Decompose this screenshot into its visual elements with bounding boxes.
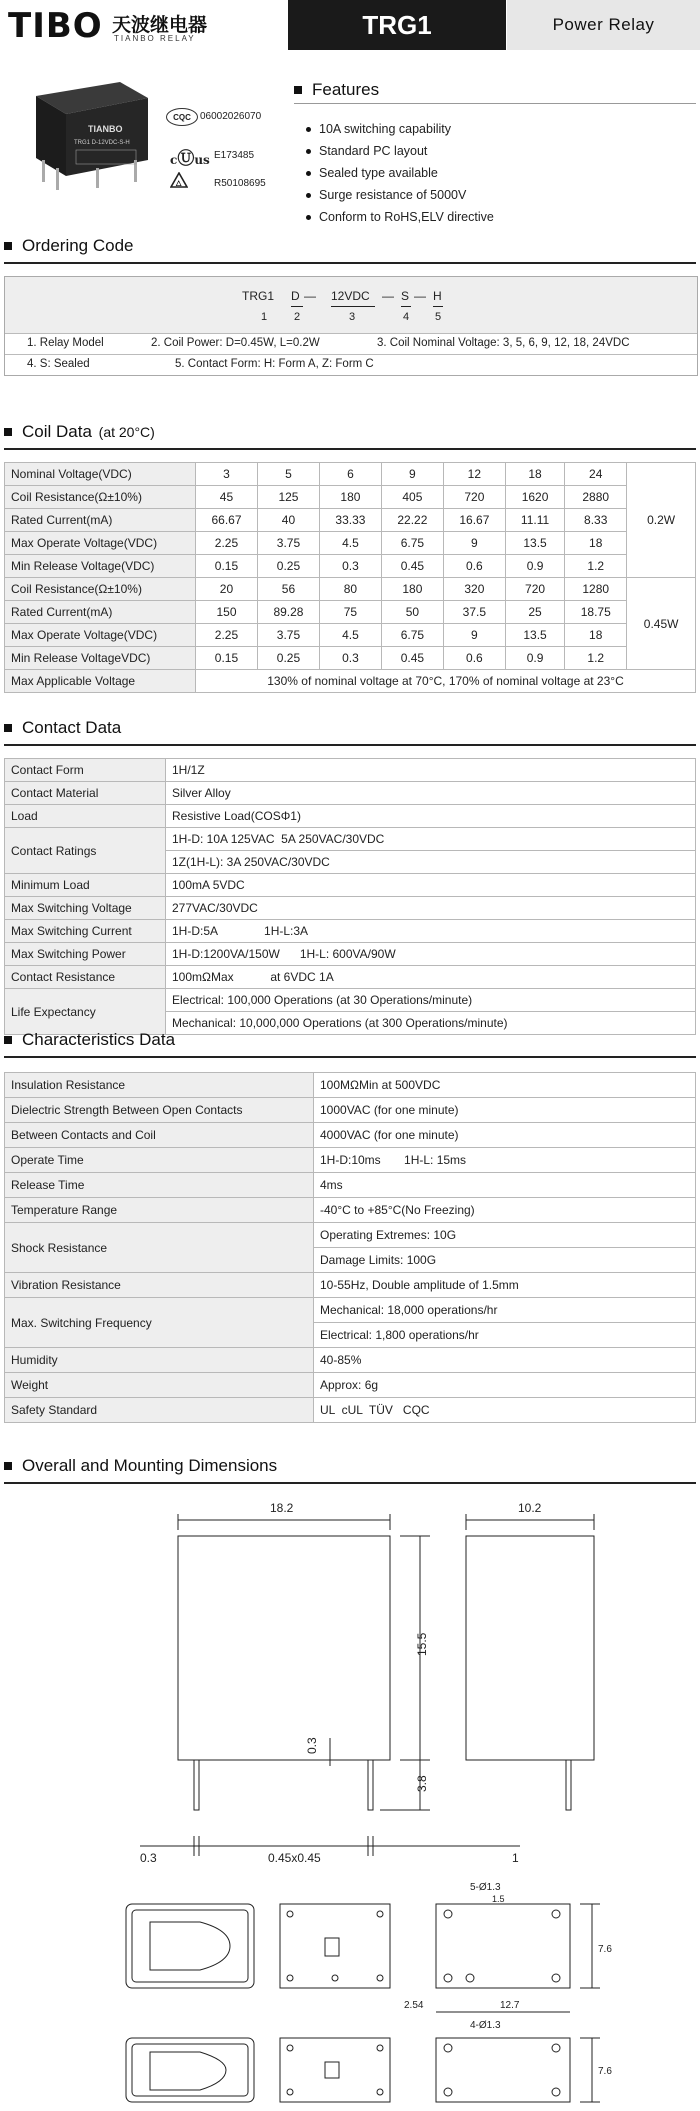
char-value: UL cUL TÜV CQC bbox=[314, 1398, 696, 1423]
coil-row-label: Rated Current(mA) bbox=[5, 509, 196, 532]
coil-cell: 56 bbox=[257, 578, 319, 601]
coil-cell: 3 bbox=[196, 463, 258, 486]
char-label: Between Contacts and Coil bbox=[5, 1123, 314, 1148]
coil-cell: 1280 bbox=[565, 578, 627, 601]
contact-value: 1H-D: 10A 125VAC 5A 250VAC/30VDC bbox=[166, 828, 696, 851]
order-code-sealed: S bbox=[401, 289, 410, 303]
contact-value: 1H-D:5A 1H-L:3A bbox=[166, 920, 696, 943]
contact-value: 277VAC/30VDC bbox=[166, 897, 696, 920]
characteristics-divider bbox=[4, 1056, 696, 1058]
char-row bbox=[5, 1348, 696, 1373]
coil-cell: 40 bbox=[257, 509, 319, 532]
coil-data-table bbox=[4, 462, 696, 693]
coil-cell: 9 bbox=[443, 624, 505, 647]
char-value: Damage Limits: 100G bbox=[314, 1248, 696, 1273]
dim-height: 15.5 bbox=[415, 1632, 429, 1656]
features-list bbox=[306, 118, 494, 228]
char-label: Shock Resistance bbox=[5, 1223, 314, 1273]
ordering-code-box bbox=[4, 276, 698, 376]
dim-width: 18.2 bbox=[270, 1501, 294, 1515]
coil-cell: 13.5 bbox=[505, 532, 564, 555]
char-row bbox=[5, 1073, 696, 1098]
contact-row bbox=[5, 828, 696, 851]
coil-cell: 3.75 bbox=[257, 532, 319, 555]
contact-label: Contact Form bbox=[5, 759, 166, 782]
coil-cell: 150 bbox=[196, 601, 258, 624]
char-value: 4ms bbox=[314, 1173, 696, 1198]
coil-cell: 2.25 bbox=[196, 624, 258, 647]
coil-cell: 180 bbox=[319, 486, 381, 509]
coil-row bbox=[5, 624, 696, 647]
coil-divider bbox=[4, 448, 696, 450]
char-row bbox=[5, 1123, 696, 1148]
order-code-power: D bbox=[291, 289, 300, 303]
dimensions-heading: Overall and Mounting Dimensions bbox=[4, 1456, 277, 1476]
feature-item: Standard PC layout bbox=[306, 140, 494, 162]
relay-brand-print: TIANBO bbox=[88, 124, 123, 134]
coil-cell: 37.5 bbox=[443, 601, 505, 624]
order-desc-4: 4. S: Sealed bbox=[27, 358, 90, 370]
contact-row bbox=[5, 874, 696, 897]
char-value: 4000VAC (for one minute) bbox=[314, 1123, 696, 1148]
order-code-dash: — bbox=[304, 289, 316, 303]
char-value: Electrical: 1,800 operations/hr bbox=[314, 1323, 696, 1348]
characteristics-table bbox=[4, 1072, 696, 1423]
coil-row bbox=[5, 578, 696, 601]
contact-row bbox=[5, 805, 696, 828]
coil-cell: 18 bbox=[565, 624, 627, 647]
order-desc-2: 2. Coil Power: D=0.45W, L=0.2W bbox=[151, 337, 320, 349]
dim-pin-length: 3.8 bbox=[415, 1775, 429, 1792]
features-divider bbox=[294, 103, 696, 104]
order-desc-5: 5. Contact Form: H: Form A, Z: Form C bbox=[175, 358, 374, 370]
order-num: 5 bbox=[435, 311, 442, 323]
characteristics-heading: Characteristics Data bbox=[4, 1030, 175, 1050]
coil-cell: 0.9 bbox=[505, 555, 564, 578]
coil-cell: 0.25 bbox=[257, 647, 319, 670]
contact-value: 1H-D:1200VA/150W 1H-L: 600VA/90W bbox=[166, 943, 696, 966]
contact-value: 100mA 5VDC bbox=[166, 874, 696, 897]
coil-max-label: Max Applicable Voltage bbox=[5, 670, 196, 693]
coil-max-value: 130% of nominal voltage at 70°C, 170% of nominal voltage at 23°C bbox=[196, 670, 696, 693]
coil-cell: 0.45 bbox=[381, 555, 443, 578]
contact-value: Resistive Load(COSΦ1) bbox=[166, 805, 696, 828]
coil-cell: 0.3 bbox=[319, 555, 381, 578]
coil-cell: 75 bbox=[319, 601, 381, 624]
char-row bbox=[5, 1373, 696, 1398]
feature-item: Sealed type available bbox=[306, 162, 494, 184]
coil-cell: 24 bbox=[565, 463, 627, 486]
coil-row bbox=[5, 647, 696, 670]
dim-row-gap: 7.6 bbox=[598, 1944, 612, 1955]
coil-cell: 0.6 bbox=[443, 647, 505, 670]
char-row bbox=[5, 1098, 696, 1123]
coil-cell: 5 bbox=[257, 463, 319, 486]
coil-cell: 50 bbox=[381, 601, 443, 624]
ul-mark-icon: cⓊus bbox=[170, 149, 210, 169]
contact-value: 1Z(1H-L): 3A 250VAC/30VDC bbox=[166, 851, 696, 874]
coil-cell: 6.75 bbox=[381, 532, 443, 555]
char-value: Mechanical: 18,000 operations/hr bbox=[314, 1298, 696, 1323]
order-code-dash: — bbox=[382, 289, 394, 303]
coil-data-heading: Coil Data (at 20°C) bbox=[4, 422, 155, 442]
coil-cell: 45 bbox=[196, 486, 258, 509]
coil-cell: 18 bbox=[565, 532, 627, 555]
coil-cell: 405 bbox=[381, 486, 443, 509]
order-code-model: TRG1 bbox=[242, 289, 275, 303]
order-desc-1: 1. Relay Model bbox=[27, 337, 104, 349]
coil-cell: 320 bbox=[443, 578, 505, 601]
char-label: Weight bbox=[5, 1373, 314, 1398]
coil-row-label: Max Operate Voltage(VDC) bbox=[5, 624, 196, 647]
relay-product-image bbox=[26, 72, 158, 194]
dim-holes-sub: 1.5 bbox=[492, 1894, 505, 1904]
contact-row bbox=[5, 943, 696, 966]
coil-cell: 0.45 bbox=[381, 647, 443, 670]
brand-english-name: TIANBO RELAY bbox=[114, 34, 196, 43]
coil-cell: 2880 bbox=[565, 486, 627, 509]
char-row bbox=[5, 1298, 696, 1323]
coil-cell: 6.75 bbox=[381, 624, 443, 647]
dim-pin-side: 1 bbox=[512, 1851, 519, 1865]
coil-row bbox=[5, 486, 696, 509]
coil-cell: 25 bbox=[505, 601, 564, 624]
contact-value: Electrical: 100,000 Operations (at 30 Operations/minute) bbox=[166, 989, 696, 1012]
coil-cell: 11.11 bbox=[505, 509, 564, 532]
coil-power: 0.2W bbox=[627, 463, 696, 578]
dim-holes-4: 4-Ø1.3 bbox=[470, 2020, 501, 2031]
dimension-drawings bbox=[0, 1490, 700, 2111]
coil-row-label: Min Release Voltage(VDC) bbox=[5, 555, 196, 578]
coil-cell: 16.67 bbox=[443, 509, 505, 532]
coil-row-label: Coil Resistance(Ω±10%) bbox=[5, 486, 196, 509]
coil-cell: 18 bbox=[505, 463, 564, 486]
char-value: 1000VAC (for one minute) bbox=[314, 1098, 696, 1123]
coil-cell: 720 bbox=[505, 578, 564, 601]
char-value: 40-85% bbox=[314, 1348, 696, 1373]
char-row bbox=[5, 1273, 696, 1298]
coil-cell: 4.5 bbox=[319, 532, 381, 555]
char-value: Approx: 6g bbox=[314, 1373, 696, 1398]
feature-item: Surge resistance of 5000V bbox=[306, 184, 494, 206]
dim-pin-size: 0.45x0.45 bbox=[268, 1851, 321, 1865]
contact-label: Load bbox=[5, 805, 166, 828]
contact-label: Max Switching Power bbox=[5, 943, 166, 966]
coil-cell: 0.15 bbox=[196, 647, 258, 670]
coil-row-label: Max Operate Voltage(VDC) bbox=[5, 532, 196, 555]
coil-cell: 125 bbox=[257, 486, 319, 509]
coil-cell: 89.28 bbox=[257, 601, 319, 624]
coil-cell: 2.25 bbox=[196, 532, 258, 555]
order-desc-3: 3. Coil Nominal Voltage: 3, 5, 6, 9, 12, 18, 24VDC bbox=[377, 337, 630, 349]
char-value: Operating Extremes: 10G bbox=[314, 1223, 696, 1248]
char-value: 10-55Hz, Double amplitude of 1.5mm bbox=[314, 1273, 696, 1298]
tuv-cert-number: R50108695 bbox=[214, 178, 266, 189]
char-row bbox=[5, 1398, 696, 1423]
coil-cell: 720 bbox=[443, 486, 505, 509]
coil-max-row bbox=[5, 670, 696, 693]
char-label: Release Time bbox=[5, 1173, 314, 1198]
coil-cell: 33.33 bbox=[319, 509, 381, 532]
coil-cell: 0.9 bbox=[505, 647, 564, 670]
coil-cell: 180 bbox=[381, 578, 443, 601]
contact-value: 1H/1Z bbox=[166, 759, 696, 782]
char-row bbox=[5, 1173, 696, 1198]
char-label: Dielectric Strength Between Open Contacts bbox=[5, 1098, 314, 1123]
coil-power: 0.45W bbox=[627, 578, 696, 670]
contact-label: Life Expectancy bbox=[5, 989, 166, 1035]
coil-cell: 9 bbox=[443, 532, 505, 555]
dim-depth: 10.2 bbox=[518, 1501, 542, 1515]
contact-label: Max Switching Voltage bbox=[5, 897, 166, 920]
order-code-form: H bbox=[433, 289, 442, 303]
document-title: Power Relay bbox=[507, 0, 700, 50]
char-value: 1H-D:10ms 1H-L: 15ms bbox=[314, 1148, 696, 1173]
contact-label: Contact Resistance bbox=[5, 966, 166, 989]
brand-logo: TIBO bbox=[8, 6, 103, 46]
coil-cell: 22.22 bbox=[381, 509, 443, 532]
coil-cell: 1.2 bbox=[565, 555, 627, 578]
char-label: Humidity bbox=[5, 1348, 314, 1373]
contact-label: Max Switching Current bbox=[5, 920, 166, 943]
coil-row-label: Nominal Voltage(VDC) bbox=[5, 463, 196, 486]
feature-item: Conform to RoHS,ELV directive bbox=[306, 206, 494, 228]
dimensions-divider bbox=[4, 1482, 696, 1484]
ul-cert-number: E173485 bbox=[214, 150, 255, 161]
order-code-voltage: 12VDC bbox=[331, 289, 370, 303]
coil-cell: 0.25 bbox=[257, 555, 319, 578]
order-code-dash: — bbox=[414, 289, 426, 303]
contact-label: Contact Material bbox=[5, 782, 166, 805]
order-num: 4 bbox=[403, 311, 410, 323]
coil-row-label: Rated Current(mA) bbox=[5, 601, 196, 624]
contact-label: Minimum Load bbox=[5, 874, 166, 897]
coil-cell: 6 bbox=[319, 463, 381, 486]
model-title: TRG1 bbox=[288, 0, 506, 50]
coil-cell: 3.75 bbox=[257, 624, 319, 647]
coil-cell: 0.15 bbox=[196, 555, 258, 578]
svg-text:△: △ bbox=[176, 180, 182, 187]
tuv-mark-icon bbox=[170, 172, 188, 193]
order-num: 3 bbox=[349, 311, 356, 323]
cqc-cert-number: 06002026070 bbox=[200, 111, 262, 122]
coil-row bbox=[5, 532, 696, 555]
contact-value: 100mΩMax at 6VDC 1A bbox=[166, 966, 696, 989]
coil-cell: 0.6 bbox=[443, 555, 505, 578]
coil-row bbox=[5, 463, 696, 486]
coil-row-label: Min Release VoltageVDC) bbox=[5, 647, 196, 670]
char-label: Vibration Resistance bbox=[5, 1273, 314, 1298]
coil-cell: 1620 bbox=[505, 486, 564, 509]
dim-holes-5: 5-Ø1.3 bbox=[470, 1882, 501, 1893]
coil-cell: 66.67 bbox=[196, 509, 258, 532]
coil-row-label: Coil Resistance(Ω±10%) bbox=[5, 578, 196, 601]
char-row bbox=[5, 1148, 696, 1173]
contact-value: Silver Alloy bbox=[166, 782, 696, 805]
cqc-mark-icon: CQC bbox=[166, 108, 198, 126]
dim-pin-offset: 0.3 bbox=[140, 1851, 157, 1865]
char-label: Max. Switching Frequency bbox=[5, 1298, 314, 1348]
dim-row-gap-2: 7.6 bbox=[598, 2066, 612, 2077]
order-num: 2 bbox=[294, 311, 301, 323]
coil-row bbox=[5, 555, 696, 578]
contact-row bbox=[5, 920, 696, 943]
ordering-divider bbox=[4, 262, 696, 264]
coil-cell: 20 bbox=[196, 578, 258, 601]
brand-chinese-name: 天波继电器 bbox=[112, 14, 208, 36]
relay-part-print: TRG1 D-12VDC-S-H bbox=[74, 140, 130, 146]
contact-data-table bbox=[4, 758, 696, 1035]
contact-label: Contact Ratings bbox=[5, 828, 166, 874]
char-label: Operate Time bbox=[5, 1148, 314, 1173]
order-num: 1 bbox=[261, 311, 268, 323]
coil-cell: 18.75 bbox=[565, 601, 627, 624]
contact-data-heading: Contact Data bbox=[4, 718, 121, 738]
coil-cell: 13.5 bbox=[505, 624, 564, 647]
coil-cell: 4.5 bbox=[319, 624, 381, 647]
char-value: -40°C to +85°C(No Freezing) bbox=[314, 1198, 696, 1223]
dim-gap: 0.3 bbox=[305, 1737, 319, 1754]
char-value: 100MΩMin at 500VDC bbox=[314, 1073, 696, 1098]
coil-cell: 9 bbox=[381, 463, 443, 486]
coil-cell: 12 bbox=[443, 463, 505, 486]
coil-cell: 1.2 bbox=[565, 647, 627, 670]
contact-row bbox=[5, 759, 696, 782]
dim-pitch-a: 2.54 bbox=[404, 2000, 424, 2011]
char-label: Insulation Resistance bbox=[5, 1073, 314, 1098]
coil-cell: 8.33 bbox=[565, 509, 627, 532]
features-heading: Features bbox=[294, 80, 379, 100]
char-row bbox=[5, 1198, 696, 1223]
contact-row bbox=[5, 782, 696, 805]
coil-row bbox=[5, 601, 696, 624]
char-row bbox=[5, 1223, 696, 1248]
coil-cell: 80 bbox=[319, 578, 381, 601]
char-label: Safety Standard bbox=[5, 1398, 314, 1423]
coil-cell: 0.3 bbox=[319, 647, 381, 670]
coil-row bbox=[5, 509, 696, 532]
feature-item: 10A switching capability bbox=[306, 118, 494, 140]
contact-row bbox=[5, 966, 696, 989]
contact-row bbox=[5, 897, 696, 920]
dim-pitch-b: 12.7 bbox=[500, 2000, 520, 2011]
char-label: Temperature Range bbox=[5, 1198, 314, 1223]
contact-divider bbox=[4, 744, 696, 746]
ordering-code-heading: Ordering Code bbox=[4, 236, 134, 256]
contact-row bbox=[5, 989, 696, 1012]
contact-value: Mechanical: 10,000,000 Operations (at 300 Operations/minute) bbox=[166, 1012, 696, 1035]
